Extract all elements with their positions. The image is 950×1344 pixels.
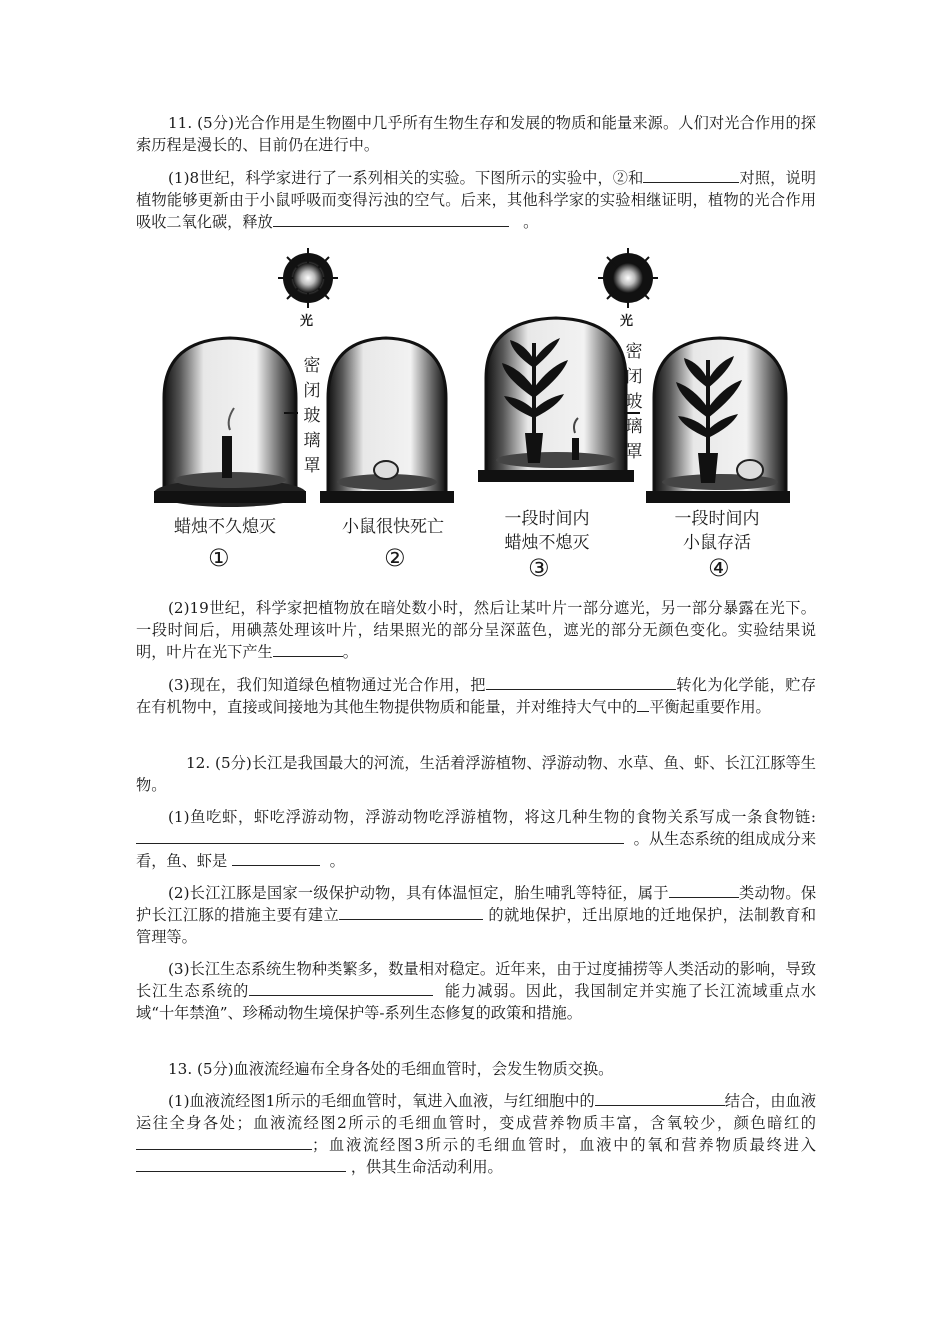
caption-3-line2: 蜡烛不熄灭 [504,533,590,553]
q11-blank-5[interactable] [637,696,649,712]
q13-blank-1[interactable] [595,1090,725,1106]
q13-stem [136,1058,816,1080]
caption-1: 蜡烛不久熄灭 [174,517,276,537]
q12-p1-text-a: (1)鱼吃虾，虾吃浮游动物，浮游动物吃浮游植物，将这几种生物的食物关系写成一条食物链: [168,808,816,826]
q11-p3-text-a: (3)现在，我们知道绿色植物通过光合作用，把 [168,676,486,694]
q12-blank-4[interactable] [339,904,483,920]
q12-part2 [136,882,816,948]
label-number-1: ① [208,544,230,572]
q12-blank-2[interactable] [232,850,320,866]
caption-4-line2: 小鼠存活 [683,533,751,553]
q13-blank-2[interactable] [136,1134,312,1150]
q13-stem-text: 13. (5分)血液流经遍布全身各处的毛细血管时，会发生物质交换。 [168,1060,614,1078]
caption-4-line1: 一段时间内 [674,509,760,529]
q12-p2-text-a: (2)长江江豚是国家一级保护动物，具有体温恒定，胎生哺乳等特征，属于 [168,884,669,902]
q12-blank-1[interactable] [136,828,624,844]
caption-3-line1: 一段时间内 [504,509,590,529]
q12-part1 [136,806,816,872]
q11-blank-1[interactable] [643,167,739,183]
q11-blank-2[interactable] [273,211,509,227]
sun-icon-right [598,248,658,308]
q13-p1-text-b: 结合，由血液运往全身各处；血液流经图2所示的毛细血管时，变成营养物质丰富，含氧较少，颜色暗红的 [136,1092,817,1132]
q11-stem-text: 11. (5分)光合作用是生物圈中几乎所有生物生存和发展的物质和能量来源。人们对光合作用的探索历程是漫长的、目前仍在进行中。 [136,114,816,154]
q11-stem [136,112,816,156]
jar-1-candle [154,338,306,507]
q12-blank-3[interactable] [669,882,739,898]
sun-icon-left [278,248,338,308]
q12-part3 [136,958,816,1024]
q12-p3-text-a: (3)长江生态系统生物种类繁多，数量相对稳定。近年来，由于过度捕捞等人类活动的影响，导致长江生态系统的 [136,960,816,1000]
q12-stem [136,752,816,796]
q12-blank-5[interactable] [249,980,433,996]
q13-p1-text-d: ，供其生命活动利用。 [350,1158,503,1176]
q12-p3-text-b: 能力减弱。因此，我国制定并实施了长江流域重点水域“十年禁渔”、珍稀动物生境保护等-系列生态修复的政策和措施。 [136,982,817,1022]
q12-p1-text-b: 。从生态系统的组成成分来看，鱼、虾是 [136,830,817,870]
label-number-3: ③ [528,554,550,582]
jar-4-plant-mouse [646,338,790,503]
q11-p3-text-c: 平衡起重要作用。 [649,698,771,716]
jar-2-mouse [320,338,454,503]
q11-p1-text-c: 。 [523,213,539,231]
glass-label-left: 密闭玻璃罩 [303,356,321,476]
q11-part1 [136,167,816,233]
q11-blank-4[interactable] [486,674,676,690]
q11-p3-text-b: 转化为化学能，贮存在有机物中，直接或间接地为其他生物提供物质和能量，并对维持大气中的 [136,676,817,716]
q13-part1 [136,1090,816,1178]
light-label-left: 光 [300,314,314,329]
caption-2: 小鼠很快死亡 [342,517,444,537]
experiment-figure [150,248,790,588]
q12-p2-text-b: 类动物。保护长江江豚的措施主要有建立 [136,884,817,924]
glass-label-right: 密闭玻璃罩 [625,342,643,462]
q11-p1-text-a: (1)8世纪，科学家进行了一系列相关的实验。下图所示的实验中，②和 [168,169,644,187]
q13-blank-3[interactable] [136,1156,346,1172]
label-number-4: ④ [708,554,730,582]
label-number-2: ② [384,544,406,572]
q11-part2 [136,597,816,663]
q11-p2-text-b: 。 [342,643,358,661]
q11-part3 [136,674,816,718]
q12-p2-text-c: 的就地保护，迁出原地的迁地保护，法制教育和管理等。 [136,906,817,946]
jar-3-plant-candle [478,318,634,482]
q11-p2-text-a: (2)19世纪，科学家把植物放在暗处数小时，然后让某叶片一部分遮光，另一部分暴露在光下。一段时间后，用碘蒸处理该叶片，结果照光的部分呈深蓝色，遮光的部分无颜色变化。实验结果说明，叶片在光下产生 [136,599,816,661]
q12-p1-text-c: 。 [329,852,345,870]
q12-stem-text: 12. (5分)长江是我国最大的河流，生活着浮游植物、浮游动物、水草、鱼、虾、长江江豚等生物。 [136,754,816,794]
q13-p1-text-c: ；血液流经图3所示的毛细血管时，血液中的氧和营养物质最终进入 [312,1136,816,1154]
q11-blank-3[interactable] [273,641,343,657]
q11-p1-text-b: 对照，说明植物能够更新由于小鼠呼吸而变得污浊的空气。后来，其他科学家的实验相继证明，植物的光合作用吸收二氧化碳，释放 [136,169,816,231]
q13-p1-text-a: (1)血液流经图1所示的毛细血管时，氧进入血液，与红细胞中的 [168,1092,595,1110]
light-label-right: 光 [620,314,634,329]
